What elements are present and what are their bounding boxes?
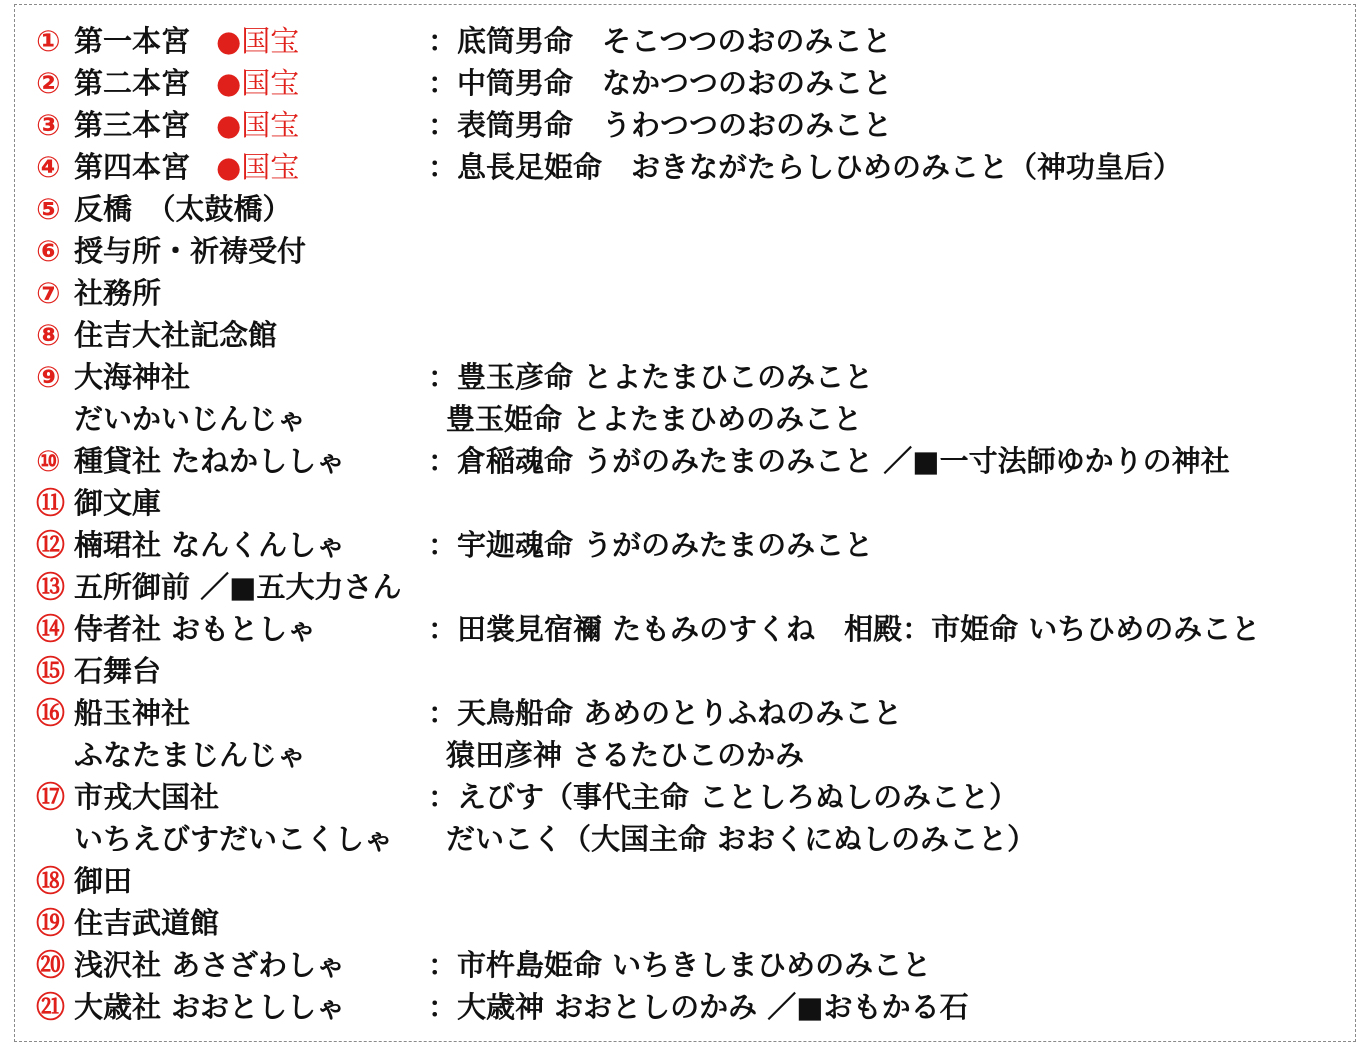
enshrined-deity: ：大歳神 おおとしのかみ ／■おもかる石 <box>428 990 969 1024</box>
facility-name: 第四本宮 <box>74 150 191 184</box>
item-number: ② <box>36 66 61 100</box>
enshrined-deity: ：表筒男命 うわつつのおのみこと <box>428 108 893 142</box>
facility-name: 御文庫 <box>74 486 162 520</box>
enshrined-deity: ：天鳥船命 あめのとりふねのみこと <box>428 696 903 730</box>
list-item <box>36 860 1346 902</box>
enshrined-deity: ：田裳見宿禰 たもみのすくね 相殿：市姫命 いちひめのみこと <box>428 612 1261 646</box>
list-item <box>36 776 1346 818</box>
facility-name: だいかいじんじゃ <box>74 402 307 436</box>
facility-name: 社務所 <box>74 276 162 310</box>
facility-name: 五所御前 ／■五大力さん <box>74 570 402 604</box>
facility-name: 第三本宮 <box>74 108 191 142</box>
list-item <box>36 20 1346 62</box>
facility-name: 船玉神社 <box>74 696 191 730</box>
facility-name: 市戎大国社 <box>74 780 220 814</box>
facility-name: いちえびすだいこくしゃ <box>74 822 394 856</box>
item-number: ⑭ <box>36 612 66 646</box>
facility-name: 石舞台 <box>74 654 162 688</box>
national-treasure-badge: ●国宝 <box>216 66 300 100</box>
list-item <box>36 398 1346 440</box>
item-number: ⑩ <box>36 444 61 478</box>
item-number: ④ <box>36 150 61 184</box>
national-treasure-badge: ●国宝 <box>216 24 300 58</box>
list-item <box>36 356 1346 398</box>
facility-name: 大海神社 <box>74 360 191 394</box>
item-number: ③ <box>36 108 61 142</box>
list-item <box>36 818 1346 860</box>
item-number: ⑱ <box>36 864 66 898</box>
facility-name: 御田 <box>74 864 133 898</box>
facility-name: 侍者社 おもとしゃ <box>74 612 317 646</box>
item-number: ⑰ <box>36 780 66 814</box>
list-item <box>36 902 1346 944</box>
list-item <box>36 62 1346 104</box>
enshrined-deity: 豊玉姫命 とよたまひめのみこと <box>446 402 863 436</box>
enshrined-deity: だいこく（大国主命 おおくにぬしのみこと） <box>446 822 1037 856</box>
item-number: ⑦ <box>36 276 61 310</box>
item-number: ⑬ <box>36 570 66 604</box>
list-item <box>36 272 1346 314</box>
item-number: ⑫ <box>36 528 66 562</box>
enshrined-deity: ：中筒男命 なかつつのおのみこと <box>428 66 893 100</box>
list-item <box>36 104 1346 146</box>
national-treasure-badge: ●国宝 <box>216 108 300 142</box>
facility-name: 授与所・祈祷受付 <box>74 234 307 268</box>
facility-name: 楠珺社 なんくんしゃ <box>74 528 346 562</box>
facility-name: 反橋 （太鼓橋） <box>74 192 292 226</box>
shrine-facility-list <box>36 20 1346 1028</box>
enshrined-deity: ：市杵島姫命 いちきしまひめのみこと <box>428 948 932 982</box>
list-item <box>36 650 1346 692</box>
list-item <box>36 230 1346 272</box>
enshrined-deity: 猿田彦神 さるたひこのかみ <box>446 738 805 772</box>
enshrined-deity: ：豊玉彦命 とよたまひこのみこと <box>428 360 874 394</box>
enshrined-deity: ：宇迦魂命 うがのみたまのみこと <box>428 528 874 562</box>
list-item <box>36 608 1346 650</box>
facility-name: 第二本宮 <box>74 66 191 100</box>
list-item <box>36 944 1346 986</box>
enshrined-deity: ：倉稲魂命 うがのみたまのみこと ／■一寸法師ゆかりの神社 <box>428 444 1230 478</box>
list-item <box>36 566 1346 608</box>
facility-name: 浅沢社 あさざわしゃ <box>74 948 346 982</box>
item-number: ⑤ <box>36 192 61 226</box>
item-number: ⑥ <box>36 234 61 268</box>
item-number: ⑳ <box>36 948 66 982</box>
item-number: ⑧ <box>36 318 61 352</box>
facility-name: ふなたまじんじゃ <box>74 738 307 772</box>
facility-name: 第一本宮 <box>74 24 191 58</box>
facility-name: 種貸社 たねかししゃ <box>74 444 346 478</box>
item-number: ⑯ <box>36 696 66 730</box>
enshrined-deity: ：息長足姫命 おきながたらしひめのみこと（神功皇后） <box>428 150 1183 184</box>
item-number: ⑮ <box>36 654 66 688</box>
item-number: ⑲ <box>36 906 66 940</box>
national-treasure-badge: ●国宝 <box>216 150 300 184</box>
list-item <box>36 734 1346 776</box>
list-item <box>36 314 1346 356</box>
list-item <box>36 986 1346 1028</box>
facility-name: 大歳社 おおとししゃ <box>74 990 346 1024</box>
list-item <box>36 524 1346 566</box>
enshrined-deity: ：底筒男命 そこつつのおのみこと <box>428 24 892 58</box>
enshrined-deity: ：えびす（事代主命 ことしろぬしのみこと） <box>428 780 1019 814</box>
list-item <box>36 482 1346 524</box>
item-number: ① <box>36 24 61 58</box>
list-item <box>36 188 1346 230</box>
list-item <box>36 692 1346 734</box>
list-item <box>36 440 1346 482</box>
item-number: ⑨ <box>36 360 61 394</box>
list-item <box>36 146 1346 188</box>
facility-name: 住吉武道館 <box>74 906 220 940</box>
facility-name: 住吉大社記念館 <box>74 318 278 352</box>
item-number: ⑪ <box>36 486 66 520</box>
item-number: ㉑ <box>36 990 66 1024</box>
